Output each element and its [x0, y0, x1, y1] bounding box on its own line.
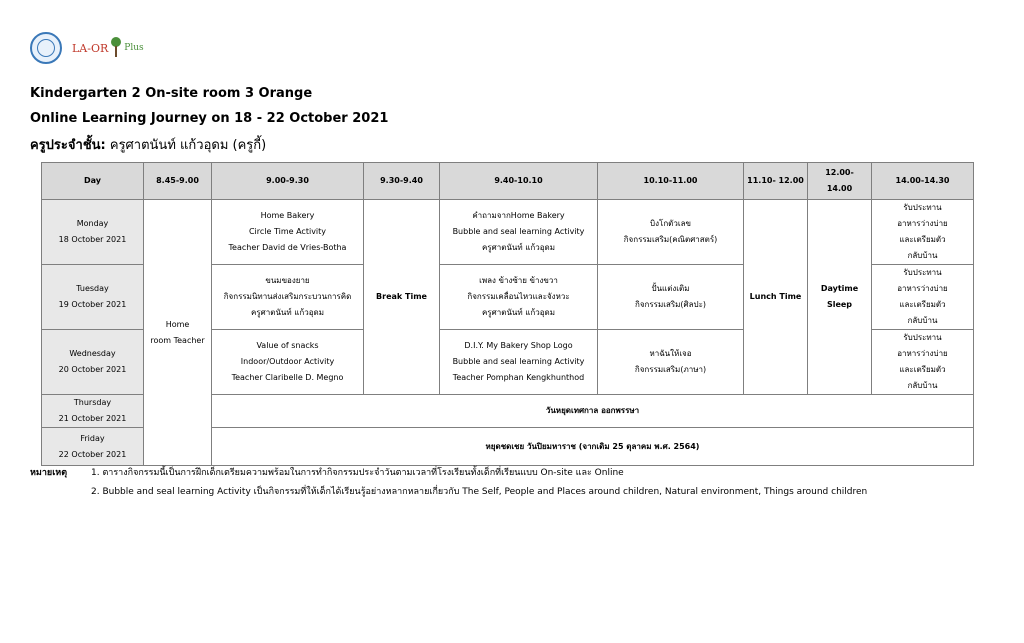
day-date: 20 October 2021: [58, 365, 127, 374]
header-row: [42, 163, 974, 200]
activity-cell: รับประทาน อาหารว่างบ่าย และเตรียมตัว กลับบ้าน: [872, 265, 974, 330]
homeroom-cell: Home room Teacher: [144, 200, 212, 466]
activity-cell: Value of snacks Indoor/Outdoor Activity Teacher Claribelle D. Megno: [212, 330, 364, 395]
header-cell: 9.00-9.30: [212, 163, 364, 200]
activity-cell: D.I.Y. My Bakery Shop Logo Bubble and seal learning Activity Teacher Pomphan Kengkhunthod: [440, 330, 598, 395]
note-item: 2. Bubble and seal learning Activity เป็นกิจกรรมที่ให้เด็กได้เรียนรู้อย่างหลากหลายเกี่ยวกับ The Self, People and Places around children, Natural environment, Things around children: [91, 487, 868, 497]
header-cell: 11.10- 12.00: [744, 163, 808, 200]
day-date: 19 October 2021: [58, 300, 127, 309]
activity-cell: หาฉันให้เจอ กิจกรรมเสริม(ภาษา): [598, 330, 744, 395]
holiday-cell: วันหยุดเทศกาล ออกพรรษา: [212, 395, 974, 428]
day-date: 21 October 2021: [58, 414, 127, 423]
day-cell: [42, 428, 144, 466]
activity-cell: Home Bakery Circle Time Activity Teacher David de Vries-Botha: [212, 200, 364, 265]
header-cell: 8.45-9.00: [144, 163, 212, 200]
day-name: Wednesday: [69, 349, 116, 358]
notes-label: หมายเหตุ: [30, 468, 68, 478]
day-date: 18 October 2021: [58, 235, 127, 244]
day-name: Thursday: [73, 398, 112, 407]
header-cell: 9.40-10.10: [440, 163, 598, 200]
activity-cell: คำถามจากHome Bakery Bubble and seal learning Activity ครูศาตนันท์ แก้วอุดม: [440, 200, 598, 265]
day-cell: [42, 200, 144, 265]
class-title: Kindergarten 2 On-site room 3 Orange: [30, 86, 313, 101]
day-cell: [42, 265, 144, 330]
header-cell: 10.10-11.00: [598, 163, 744, 200]
journey-title: Online Learning Journey on 18 - 22 October 2021: [30, 111, 389, 126]
brand-logo: [72, 37, 144, 59]
activity-cell: ขนมของยาย กิจกรรมนิทานส่งเสริมกระบวนการคิด ครูศาตนันท์ แก้วอุดม: [212, 265, 364, 330]
header-cell: Day: [42, 163, 144, 200]
brand-name: LA-OR: [72, 41, 109, 55]
school-seal-icon: [30, 32, 62, 64]
activity-cell: ปั้นแต่งเติม กิจกรรมเสริม(ศิลปะ): [598, 265, 744, 330]
day-cell: [42, 395, 144, 428]
header-cell: 9.30-9.40: [364, 163, 440, 200]
break-cell: Break Time: [364, 200, 440, 395]
schedule-table: [41, 162, 974, 466]
lunch-cell: Lunch Time: [744, 200, 808, 395]
teacher-line: [30, 134, 266, 155]
brand-suffix: Plus: [124, 43, 144, 53]
sleep-cell: Daytime Sleep: [808, 200, 872, 395]
holiday-cell: หยุดชดเชย วันปิยมหาราช (จากเดิม 25 ตุลาคม พ.ศ. 2564): [212, 428, 974, 466]
teacher-name: ครูศาตนันท์ แก้วอุดม (ครูกี้): [105, 138, 267, 153]
day-cell: [42, 330, 144, 395]
activity-cell: รับประทาน อาหารว่างบ่าย และเตรียมตัว กลับบ้าน: [872, 200, 974, 265]
activity-cell: รับประทาน อาหารว่างบ่าย และเตรียมตัว กลับบ้าน: [872, 330, 974, 395]
day-name: Tuesday: [76, 284, 109, 293]
note-item: 1. ตารางกิจกรรมนี้เป็นการฝึกเด็กเตรียมความพร้อมในการทำกิจกรรมประจำวันตามเวลาที่โรงเรียนทั้งเด็กที่เรียนแบบ On-site และ Online: [91, 468, 624, 478]
logo-area: [30, 30, 144, 66]
table-row: [42, 200, 974, 265]
day-name: Monday: [76, 219, 109, 228]
tree-icon: [109, 37, 123, 59]
activity-cell: บิงโกตัวเลข กิจกรรมเสริม(คณิตศาสตร์): [598, 200, 744, 265]
day-name: Friday: [80, 433, 105, 443]
header-cell: 12.00- 14.00: [808, 163, 872, 200]
header-cell: 14.00-14.30: [872, 163, 974, 200]
activity-cell: เพลง ข้างซ้าย ข้างขวา กิจกรรมเคลื่อนไหวและจังหวะ ครูศาตนันท์ แก้วอุดม: [440, 265, 598, 330]
teacher-label: ครูประจำชั้น:: [30, 138, 106, 153]
day-date: 22 October 2021: [58, 449, 127, 459]
